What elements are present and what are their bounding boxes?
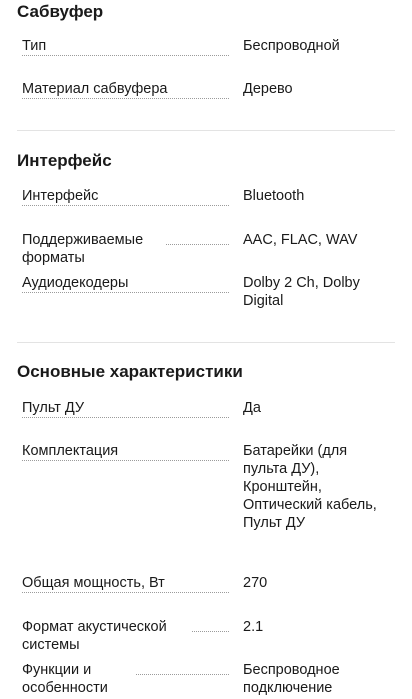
spec-value: 2.1 bbox=[243, 619, 264, 635]
section-divider bbox=[17, 130, 395, 131]
spec-value: Да bbox=[243, 400, 261, 416]
spec-key: Пульт ДУ bbox=[22, 399, 229, 418]
spec-key: Тип bbox=[22, 37, 229, 56]
spec-value: 270 bbox=[243, 575, 268, 591]
section-title-subwoofer: Сабвуфер bbox=[17, 2, 104, 21]
spec-value: Беспроводной bbox=[243, 38, 340, 54]
spec-key: Общая мощность, Вт bbox=[22, 574, 229, 593]
spec-value: Dolby 2 Ch, Dolby Digital bbox=[243, 275, 360, 309]
spec-key: Аудиодекодеры bbox=[22, 274, 229, 293]
spec-key: Материал сабвуфера bbox=[22, 80, 229, 99]
section-title-main-specs: Основные характеристики bbox=[17, 362, 243, 381]
section-title-interface: Интерфейс bbox=[17, 151, 112, 170]
spec-key: Формат акустической системы bbox=[22, 618, 229, 632]
spec-key: Поддерживаемые форматы bbox=[22, 231, 229, 245]
spec-value: AAC, FLAC, WAV bbox=[243, 232, 358, 248]
spec-key: Комплектация bbox=[22, 442, 229, 461]
spec-value: Беспроводное подключение bbox=[243, 662, 340, 696]
spec-value: Bluetooth bbox=[243, 188, 305, 204]
spec-key: Интерфейс bbox=[22, 187, 229, 206]
spec-key: Функции и особенности bbox=[22, 661, 229, 675]
spec-value: Дерево bbox=[243, 81, 293, 97]
section-divider bbox=[17, 342, 395, 343]
spec-value: Батарейки (для пульта ДУ), Кронштейн, Оптический кабель, Пульт ДУ bbox=[243, 443, 377, 531]
